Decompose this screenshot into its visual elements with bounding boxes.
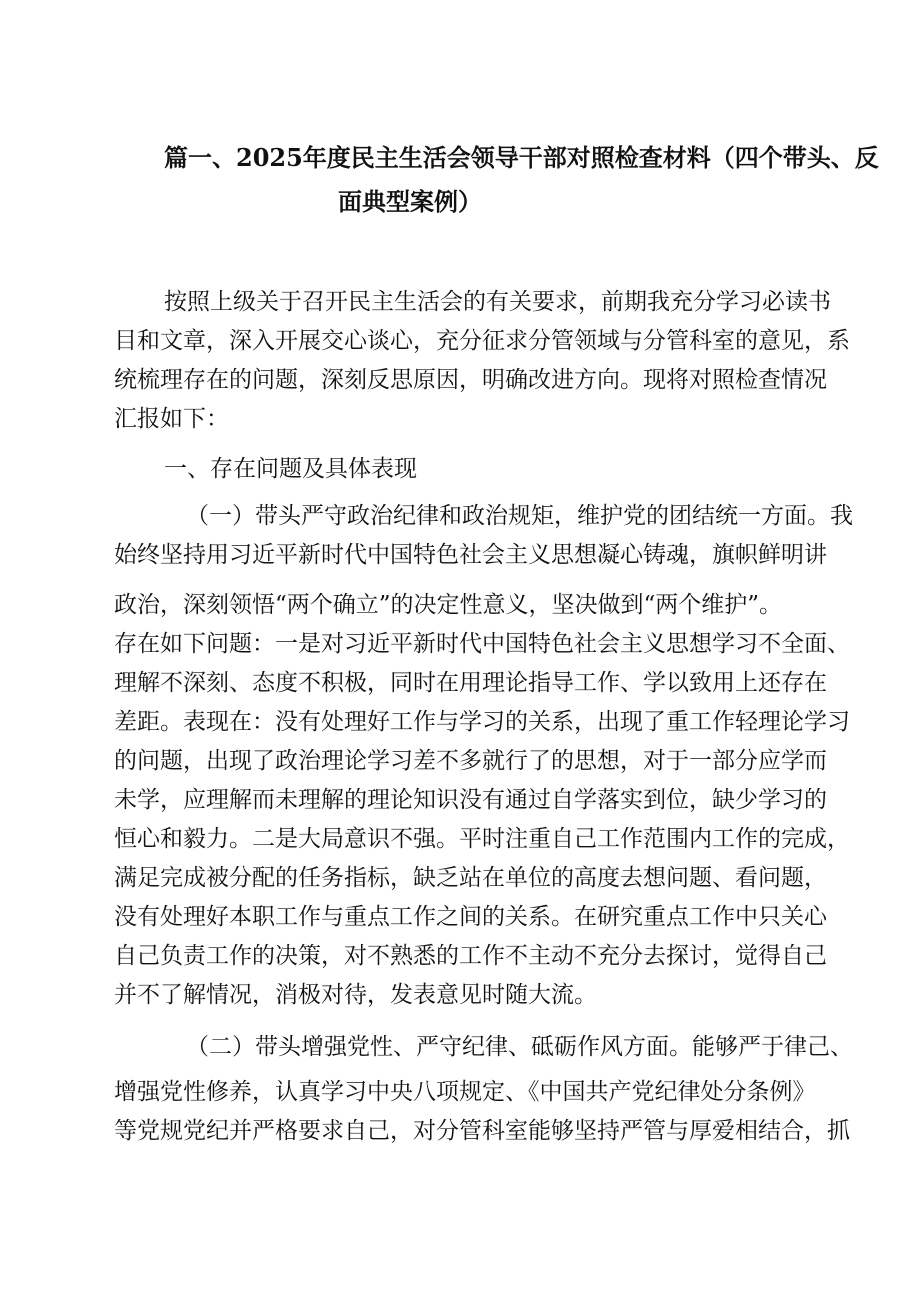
- paragraph-line: 并不了解情况，消极对待，发表意见时随大流。: [114, 982, 597, 1008]
- paragraph-line: 汇报如下：: [114, 406, 229, 432]
- paragraph-line: 等党规党纪并严格要求自己，对分管科室能够坚持严管与厚爱相结合，抓: [114, 1118, 850, 1144]
- paragraph-line: 统梳理存在的问题，深刻反思原因，明确改进方向。现将对照检查情况: [114, 367, 827, 393]
- paragraph-line: 自己负责工作的决策，对不熟悉的工作不主动不充分去探讨，觉得自己: [114, 943, 827, 969]
- paragraph-line: 存在如下问题：一是对习近平新时代中国特色社会主义思想学习不全面、: [114, 631, 850, 657]
- paragraph-line: （二）带头增强党性、严守纪律、砥砺作风方面。能够严于律己、: [186, 1034, 853, 1060]
- paragraph-line: 差距。表现在：没有处理好工作与学习的关系，出现了重工作轻理论学习: [114, 709, 850, 735]
- paragraph-line: 政治，深刻领悟“两个确立”的决定性意义，坚决做到“两个维护”。: [114, 592, 783, 618]
- paragraph-line: 恒心和毅力。二是大局意识不强。平时注重自己工作范围内工作的完成，: [114, 826, 850, 852]
- paragraph-line: （一）带头严守政治纪律和政治规矩，维护党的团结统一方面。我: [186, 503, 853, 529]
- paragraph-line: 始终坚持用习近平新时代中国特色社会主义思想凝心铸魂，旗帜鲜明讲: [114, 542, 827, 568]
- paragraph-line: 按照上级关于召开民主生活会的有关要求，前期我充分学习必读书: [164, 289, 831, 315]
- paragraph-line: 满足完成被分配的任务指标，缺乏站在单位的高度去想问题、看问题，: [114, 865, 827, 891]
- document-title-line-1: 篇一、2025年度民主生活会领导干部对照检查材料（四个带头、反: [164, 143, 879, 172]
- paragraph-line: 目和文章，深入开展交心谈心，充分征求分管领域与分管科室的意见，系: [114, 328, 850, 354]
- paragraph-line: 理解不深刻、态度不积极，同时在用理论指导工作、学以致用上还存在: [114, 670, 827, 696]
- paragraph-line: 未学，应理解而未理解的理论知识没有通过自学落实到位，缺少学习的: [114, 787, 827, 813]
- section-heading: 一、存在问题及具体表现: [164, 456, 417, 482]
- paragraph-line: 没有处理好本职工作与重点工作之间的关系。在研究重点工作中只关心: [114, 904, 827, 930]
- document-title-line-2: 面典型案例）: [338, 187, 482, 216]
- paragraph-line: 增强党性修养，认真学习中央八项规定、《中国共产党纪律处分条例》: [114, 1079, 816, 1105]
- paragraph-line: 的问题，出现了政治理论学习差不多就行了的思想，对于一部分应学而: [114, 748, 827, 774]
